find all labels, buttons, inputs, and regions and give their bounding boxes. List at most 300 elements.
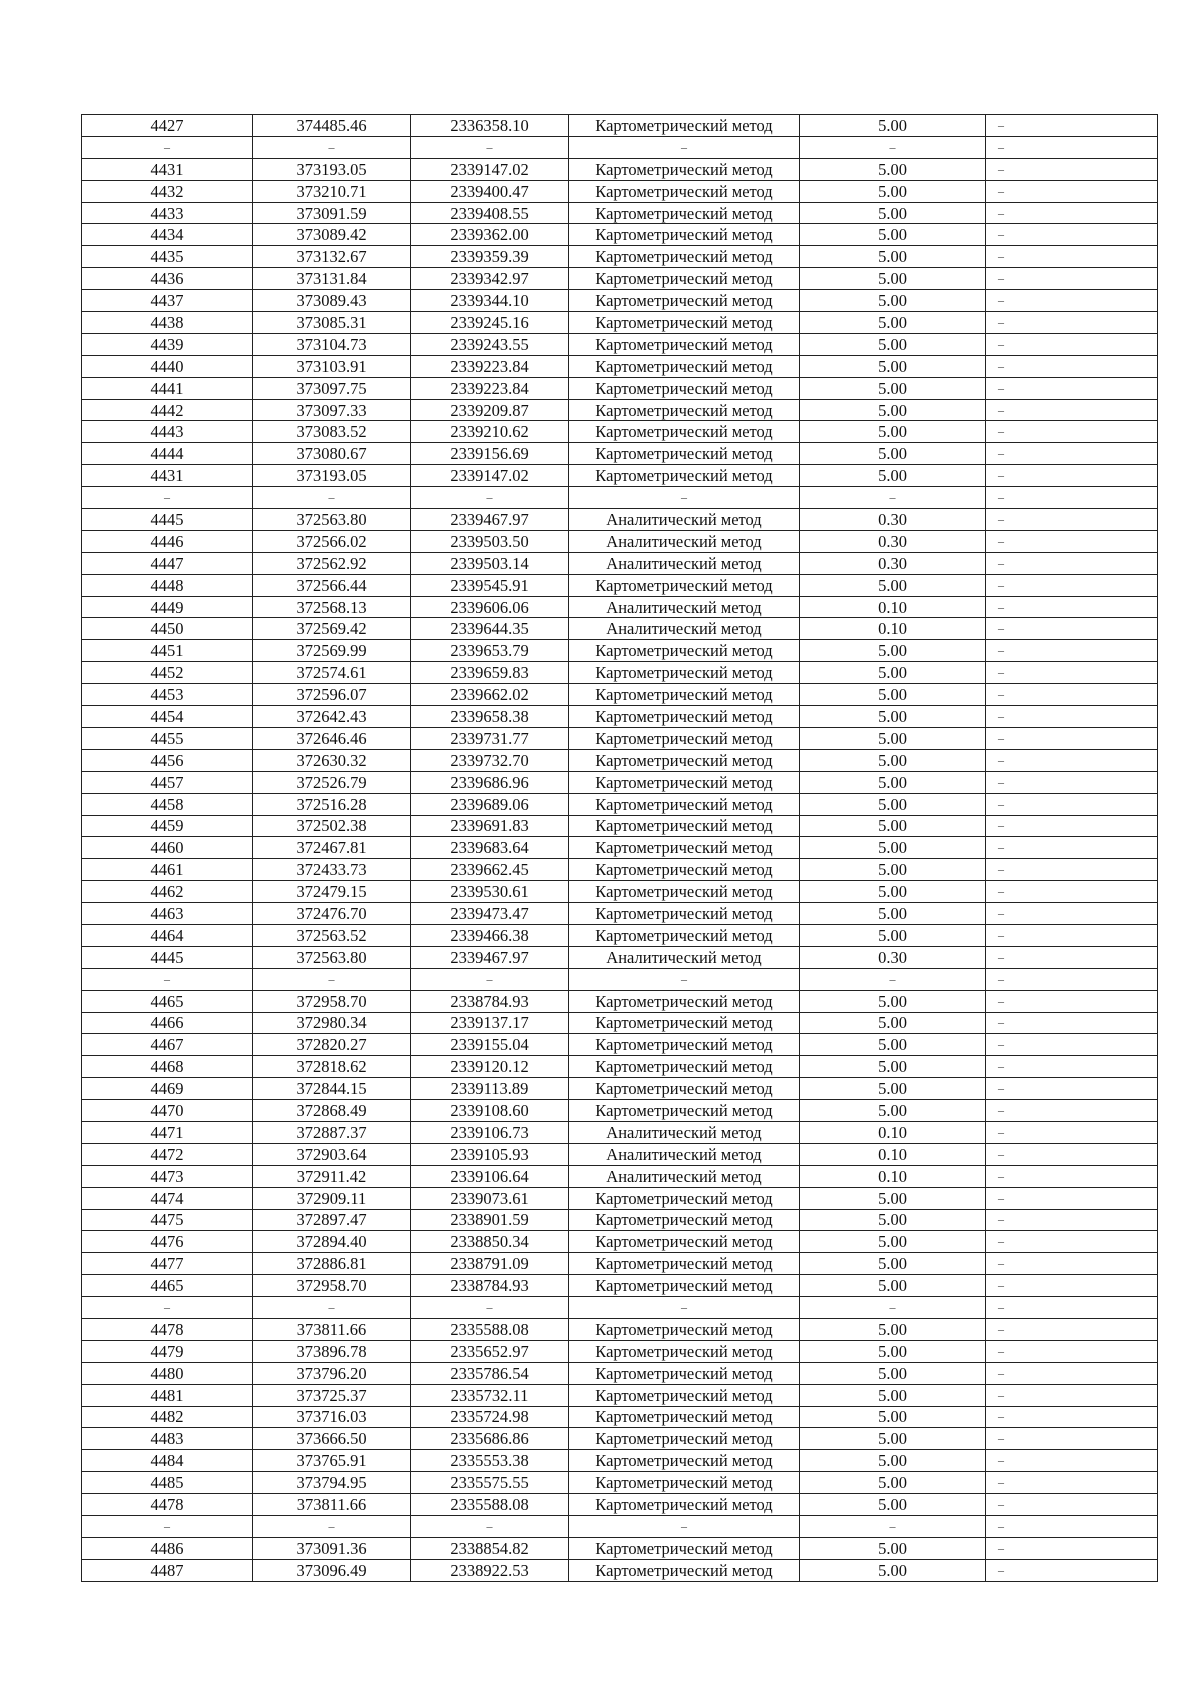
table-row xyxy=(82,421,1158,443)
method-cell: Аналитический метод xyxy=(569,1143,800,1165)
point-number-cell: 4467 xyxy=(82,1034,253,1056)
accuracy-cell: 0.30 xyxy=(800,530,986,552)
method-cell: Картометрический метод xyxy=(569,246,800,268)
x-coordinate-cell: 372476.70 xyxy=(253,903,411,925)
x-coordinate-cell: – xyxy=(253,968,411,990)
accuracy-cell: 5.00 xyxy=(800,180,986,202)
point-number-cell: – xyxy=(82,1516,253,1538)
point-number-cell: 4432 xyxy=(82,180,253,202)
method-cell: Картометрический метод xyxy=(569,1056,800,1078)
y-coordinate-cell: 2339155.04 xyxy=(411,1034,569,1056)
description-cell: – xyxy=(986,1143,1158,1165)
point-number-cell: 4484 xyxy=(82,1450,253,1472)
x-coordinate-cell: 372980.34 xyxy=(253,1012,411,1034)
x-coordinate-cell: 372566.02 xyxy=(253,530,411,552)
method-cell: Картометрический метод xyxy=(569,1231,800,1253)
accuracy-cell: 5.00 xyxy=(800,1078,986,1100)
x-coordinate-cell: 372502.38 xyxy=(253,815,411,837)
method-cell: – xyxy=(569,487,800,509)
point-number-cell: 4434 xyxy=(82,224,253,246)
description-cell: – xyxy=(986,881,1158,903)
y-coordinate-cell: 2339473.47 xyxy=(411,903,569,925)
table-row xyxy=(82,859,1158,881)
method-cell: Картометрический метод xyxy=(569,1450,800,1472)
accuracy-cell: 0.10 xyxy=(800,1143,986,1165)
method-cell: Аналитический метод xyxy=(569,946,800,968)
table-row xyxy=(82,924,1158,946)
y-coordinate-cell: 2339545.91 xyxy=(411,574,569,596)
y-coordinate-cell: 2338854.82 xyxy=(411,1537,569,1559)
y-coordinate-cell: 2339408.55 xyxy=(411,202,569,224)
table-row xyxy=(82,465,1158,487)
table-row xyxy=(82,1078,1158,1100)
method-cell: Картометрический метод xyxy=(569,1494,800,1516)
method-cell: Картометрический метод xyxy=(569,1406,800,1428)
table-row xyxy=(82,596,1158,618)
description-cell: – xyxy=(986,1253,1158,1275)
y-coordinate-cell: 2338922.53 xyxy=(411,1559,569,1581)
accuracy-cell: 5.00 xyxy=(800,1253,986,1275)
accuracy-cell: 5.00 xyxy=(800,990,986,1012)
point-number-cell: 4478 xyxy=(82,1318,253,1340)
description-cell: – xyxy=(986,1318,1158,1340)
method-cell: Картометрический метод xyxy=(569,1275,800,1297)
x-coordinate-cell: 372568.13 xyxy=(253,596,411,618)
y-coordinate-cell: 2339731.77 xyxy=(411,727,569,749)
table-row xyxy=(82,1056,1158,1078)
y-coordinate-cell: 2338901.59 xyxy=(411,1209,569,1231)
point-number-cell: 4427 xyxy=(82,115,253,137)
description-cell: – xyxy=(986,1297,1158,1319)
description-cell: – xyxy=(986,859,1158,881)
y-coordinate-cell: 2339686.96 xyxy=(411,771,569,793)
table-row xyxy=(82,1450,1158,1472)
table-row xyxy=(82,640,1158,662)
x-coordinate-cell: 372563.52 xyxy=(253,924,411,946)
point-number-cell: 4478 xyxy=(82,1494,253,1516)
description-cell: – xyxy=(986,727,1158,749)
point-number-cell: 4436 xyxy=(82,268,253,290)
point-number-cell: 4445 xyxy=(82,946,253,968)
description-cell: – xyxy=(986,837,1158,859)
method-cell: Картометрический метод xyxy=(569,727,800,749)
description-cell: – xyxy=(986,1165,1158,1187)
x-coordinate-cell: 372433.73 xyxy=(253,859,411,881)
method-cell: Картометрический метод xyxy=(569,881,800,903)
description-cell: – xyxy=(986,706,1158,728)
y-coordinate-cell: 2335553.38 xyxy=(411,1450,569,1472)
x-coordinate-cell: 372596.07 xyxy=(253,684,411,706)
point-number-cell: 4441 xyxy=(82,377,253,399)
table-row xyxy=(82,509,1158,531)
method-cell: Картометрический метод xyxy=(569,1340,800,1362)
accuracy-cell: 5.00 xyxy=(800,881,986,903)
accuracy-cell: – xyxy=(800,1297,986,1319)
accuracy-cell: 5.00 xyxy=(800,1559,986,1581)
y-coordinate-cell: 2339223.84 xyxy=(411,355,569,377)
table-row xyxy=(82,1494,1158,1516)
y-coordinate-cell: 2339658.38 xyxy=(411,706,569,728)
accuracy-cell: 0.10 xyxy=(800,1121,986,1143)
y-coordinate-cell: – xyxy=(411,136,569,158)
table-row xyxy=(82,662,1158,684)
y-coordinate-cell: 2339223.84 xyxy=(411,377,569,399)
y-coordinate-cell: 2339342.97 xyxy=(411,268,569,290)
method-cell: Картометрический метод xyxy=(569,180,800,202)
method-cell: Картометрический метод xyxy=(569,1100,800,1122)
x-coordinate-cell: 372897.47 xyxy=(253,1209,411,1231)
accuracy-cell: 5.00 xyxy=(800,640,986,662)
point-number-cell: 4469 xyxy=(82,1078,253,1100)
y-coordinate-cell: – xyxy=(411,1516,569,1538)
description-cell: – xyxy=(986,355,1158,377)
table-row xyxy=(82,881,1158,903)
x-coordinate-cell: 373131.84 xyxy=(253,268,411,290)
description-cell: – xyxy=(986,290,1158,312)
table-row xyxy=(82,1559,1158,1581)
accuracy-cell: 5.00 xyxy=(800,903,986,925)
description-cell: – xyxy=(986,377,1158,399)
description-cell: – xyxy=(986,268,1158,290)
point-number-cell: 4477 xyxy=(82,1253,253,1275)
description-cell: – xyxy=(986,1187,1158,1209)
table-row xyxy=(82,903,1158,925)
x-coordinate-cell: 373080.67 xyxy=(253,443,411,465)
y-coordinate-cell: 2339137.17 xyxy=(411,1012,569,1034)
x-coordinate-cell: 373091.59 xyxy=(253,202,411,224)
accuracy-cell: 5.00 xyxy=(800,355,986,377)
point-number-cell: 4452 xyxy=(82,662,253,684)
y-coordinate-cell: 2335786.54 xyxy=(411,1362,569,1384)
y-coordinate-cell: 2339662.45 xyxy=(411,859,569,881)
x-coordinate-cell: 373765.91 xyxy=(253,1450,411,1472)
x-coordinate-cell: 372516.28 xyxy=(253,793,411,815)
x-coordinate-cell: – xyxy=(253,1297,411,1319)
point-number-cell: 4473 xyxy=(82,1165,253,1187)
accuracy-cell: 5.00 xyxy=(800,333,986,355)
table-row xyxy=(82,1406,1158,1428)
accuracy-cell: 5.00 xyxy=(800,421,986,443)
accuracy-cell: 5.00 xyxy=(800,1100,986,1122)
method-cell: Картометрический метод xyxy=(569,706,800,728)
description-cell: – xyxy=(986,1078,1158,1100)
accuracy-cell: 5.00 xyxy=(800,837,986,859)
method-cell: Картометрический метод xyxy=(569,1253,800,1275)
y-coordinate-cell: 2338850.34 xyxy=(411,1231,569,1253)
x-coordinate-cell: 372569.42 xyxy=(253,618,411,640)
table-row xyxy=(82,1384,1158,1406)
table-row xyxy=(82,946,1158,968)
accuracy-cell: 5.00 xyxy=(800,771,986,793)
point-number-cell: 4470 xyxy=(82,1100,253,1122)
x-coordinate-cell: 372818.62 xyxy=(253,1056,411,1078)
method-cell: Картометрический метод xyxy=(569,421,800,443)
method-cell: Аналитический метод xyxy=(569,596,800,618)
y-coordinate-cell: 2339209.87 xyxy=(411,399,569,421)
accuracy-cell: 5.00 xyxy=(800,1209,986,1231)
table-row xyxy=(82,487,1158,509)
y-coordinate-cell: 2339530.61 xyxy=(411,881,569,903)
method-cell: Картометрический метод xyxy=(569,1472,800,1494)
x-coordinate-cell: 373083.52 xyxy=(253,421,411,443)
accuracy-cell: 5.00 xyxy=(800,246,986,268)
point-number-cell: 4442 xyxy=(82,399,253,421)
point-number-cell: 4471 xyxy=(82,1121,253,1143)
y-coordinate-cell: 2339120.12 xyxy=(411,1056,569,1078)
y-coordinate-cell: 2335732.11 xyxy=(411,1384,569,1406)
accuracy-cell: 5.00 xyxy=(800,727,986,749)
accuracy-cell: – xyxy=(800,968,986,990)
description-cell: – xyxy=(986,749,1158,771)
point-number-cell: 4443 xyxy=(82,421,253,443)
method-cell: Картометрический метод xyxy=(569,815,800,837)
x-coordinate-cell: 373097.75 xyxy=(253,377,411,399)
point-number-cell: 4475 xyxy=(82,1209,253,1231)
point-number-cell: – xyxy=(82,136,253,158)
method-cell: Аналитический метод xyxy=(569,1121,800,1143)
accuracy-cell: 5.00 xyxy=(800,290,986,312)
description-cell: – xyxy=(986,1406,1158,1428)
x-coordinate-cell: 373085.31 xyxy=(253,312,411,334)
method-cell: Картометрический метод xyxy=(569,1559,800,1581)
method-cell: Картометрический метод xyxy=(569,1034,800,1056)
point-number-cell: 4481 xyxy=(82,1384,253,1406)
accuracy-cell: 5.00 xyxy=(800,1494,986,1516)
x-coordinate-cell: 373210.71 xyxy=(253,180,411,202)
y-coordinate-cell: 2339691.83 xyxy=(411,815,569,837)
table-row xyxy=(82,1253,1158,1275)
point-number-cell: 4455 xyxy=(82,727,253,749)
description-cell: – xyxy=(986,1450,1158,1472)
method-cell: Картометрический метод xyxy=(569,684,800,706)
table-row xyxy=(82,1516,1158,1538)
description-cell: – xyxy=(986,574,1158,596)
method-cell: Картометрический метод xyxy=(569,158,800,180)
method-cell: Картометрический метод xyxy=(569,290,800,312)
table-row xyxy=(82,1362,1158,1384)
y-coordinate-cell: 2339644.35 xyxy=(411,618,569,640)
method-cell: Аналитический метод xyxy=(569,530,800,552)
y-coordinate-cell: 2339105.93 xyxy=(411,1143,569,1165)
table-row xyxy=(82,268,1158,290)
accuracy-cell: – xyxy=(800,1516,986,1538)
description-cell: – xyxy=(986,136,1158,158)
x-coordinate-cell: 372574.61 xyxy=(253,662,411,684)
table-row xyxy=(82,246,1158,268)
table-row xyxy=(82,1340,1158,1362)
accuracy-cell: 5.00 xyxy=(800,1012,986,1034)
point-number-cell: 4445 xyxy=(82,509,253,531)
x-coordinate-cell: 372844.15 xyxy=(253,1078,411,1100)
point-number-cell: 4485 xyxy=(82,1472,253,1494)
y-coordinate-cell: 2339156.69 xyxy=(411,443,569,465)
x-coordinate-cell: 372569.99 xyxy=(253,640,411,662)
description-cell: – xyxy=(986,946,1158,968)
method-cell: Картометрический метод xyxy=(569,115,800,137)
x-coordinate-cell: 373811.66 xyxy=(253,1494,411,1516)
x-coordinate-cell: 373089.42 xyxy=(253,224,411,246)
table-row xyxy=(82,618,1158,640)
description-cell: – xyxy=(986,640,1158,662)
x-coordinate-cell: 372566.44 xyxy=(253,574,411,596)
description-cell: – xyxy=(986,202,1158,224)
table-row xyxy=(82,136,1158,158)
y-coordinate-cell: 2339106.73 xyxy=(411,1121,569,1143)
y-coordinate-cell: – xyxy=(411,968,569,990)
x-coordinate-cell: 373089.43 xyxy=(253,290,411,312)
description-cell: – xyxy=(986,224,1158,246)
description-cell: – xyxy=(986,530,1158,552)
point-number-cell: 4437 xyxy=(82,290,253,312)
point-number-cell: 4464 xyxy=(82,924,253,946)
table-row xyxy=(82,1121,1158,1143)
point-number-cell: – xyxy=(82,968,253,990)
accuracy-cell: 5.00 xyxy=(800,793,986,815)
description-cell: – xyxy=(986,1231,1158,1253)
point-number-cell: 4431 xyxy=(82,465,253,487)
description-cell: – xyxy=(986,509,1158,531)
x-coordinate-cell: 372467.81 xyxy=(253,837,411,859)
x-coordinate-cell: 372886.81 xyxy=(253,1253,411,1275)
description-cell: – xyxy=(986,1472,1158,1494)
point-number-cell: 4451 xyxy=(82,640,253,662)
y-coordinate-cell: 2335724.98 xyxy=(411,1406,569,1428)
point-number-cell: 4480 xyxy=(82,1362,253,1384)
table-row xyxy=(82,684,1158,706)
y-coordinate-cell: 2335686.86 xyxy=(411,1428,569,1450)
point-number-cell: 4482 xyxy=(82,1406,253,1428)
description-cell: – xyxy=(986,662,1158,684)
accuracy-cell: 5.00 xyxy=(800,1056,986,1078)
description-cell: – xyxy=(986,1384,1158,1406)
x-coordinate-cell: 372894.40 xyxy=(253,1231,411,1253)
point-number-cell: 4450 xyxy=(82,618,253,640)
accuracy-cell: 5.00 xyxy=(800,158,986,180)
accuracy-cell: 5.00 xyxy=(800,1537,986,1559)
accuracy-cell: – xyxy=(800,487,986,509)
point-number-cell: 4462 xyxy=(82,881,253,903)
method-cell: Картометрический метод xyxy=(569,793,800,815)
method-cell: Картометрический метод xyxy=(569,662,800,684)
description-cell: – xyxy=(986,771,1158,793)
table-row xyxy=(82,530,1158,552)
method-cell: Картометрический метод xyxy=(569,312,800,334)
point-number-cell: 4458 xyxy=(82,793,253,815)
point-number-cell: 4476 xyxy=(82,1231,253,1253)
accuracy-cell: 5.00 xyxy=(800,202,986,224)
x-coordinate-cell: 372630.32 xyxy=(253,749,411,771)
point-number-cell: 4483 xyxy=(82,1428,253,1450)
point-number-cell: 4457 xyxy=(82,771,253,793)
accuracy-cell: 5.00 xyxy=(800,684,986,706)
table-row xyxy=(82,771,1158,793)
x-coordinate-cell: 373096.49 xyxy=(253,1559,411,1581)
method-cell: Картометрический метод xyxy=(569,990,800,1012)
description-cell: – xyxy=(986,115,1158,137)
description-cell: – xyxy=(986,1494,1158,1516)
y-coordinate-cell: 2339689.06 xyxy=(411,793,569,815)
accuracy-cell: 5.00 xyxy=(800,749,986,771)
description-cell: – xyxy=(986,1121,1158,1143)
x-coordinate-cell: 373193.05 xyxy=(253,465,411,487)
y-coordinate-cell: 2335588.08 xyxy=(411,1318,569,1340)
method-cell: Картометрический метод xyxy=(569,924,800,946)
y-coordinate-cell: 2339362.00 xyxy=(411,224,569,246)
table-row xyxy=(82,115,1158,137)
point-number-cell: 4487 xyxy=(82,1559,253,1581)
method-cell: Картометрический метод xyxy=(569,1078,800,1100)
x-coordinate-cell: 373811.66 xyxy=(253,1318,411,1340)
x-coordinate-cell: 374485.46 xyxy=(253,115,411,137)
table-row xyxy=(82,202,1158,224)
accuracy-cell: 5.00 xyxy=(800,399,986,421)
table-row xyxy=(82,1143,1158,1165)
x-coordinate-cell: 372911.42 xyxy=(253,1165,411,1187)
table-row xyxy=(82,224,1158,246)
method-cell: Картометрический метод xyxy=(569,1209,800,1231)
method-cell: Картометрический метод xyxy=(569,574,800,596)
description-cell: – xyxy=(986,1340,1158,1362)
description-cell: – xyxy=(986,1559,1158,1581)
point-number-cell: 4444 xyxy=(82,443,253,465)
point-number-cell: 4474 xyxy=(82,1187,253,1209)
y-coordinate-cell: 2338791.09 xyxy=(411,1253,569,1275)
table-row xyxy=(82,727,1158,749)
table-row xyxy=(82,180,1158,202)
table-row xyxy=(82,290,1158,312)
y-coordinate-cell: – xyxy=(411,1297,569,1319)
table-row xyxy=(82,793,1158,815)
description-cell: – xyxy=(986,465,1158,487)
point-number-cell: 4439 xyxy=(82,333,253,355)
y-coordinate-cell: 2335575.55 xyxy=(411,1472,569,1494)
point-number-cell: 4479 xyxy=(82,1340,253,1362)
method-cell: Картометрический метод xyxy=(569,333,800,355)
table-row xyxy=(82,706,1158,728)
description-cell: – xyxy=(986,1362,1158,1384)
description-cell: – xyxy=(986,815,1158,837)
accuracy-cell: 5.00 xyxy=(800,1275,986,1297)
y-coordinate-cell: – xyxy=(411,487,569,509)
y-coordinate-cell: 2339147.02 xyxy=(411,465,569,487)
accuracy-cell: 5.00 xyxy=(800,465,986,487)
method-cell: Картометрический метод xyxy=(569,377,800,399)
accuracy-cell: 0.10 xyxy=(800,618,986,640)
y-coordinate-cell: 2338784.93 xyxy=(411,990,569,1012)
method-cell: Картометрический метод xyxy=(569,1187,800,1209)
method-cell: Картометрический метод xyxy=(569,749,800,771)
point-number-cell: 4465 xyxy=(82,1275,253,1297)
x-coordinate-cell: 373725.37 xyxy=(253,1384,411,1406)
y-coordinate-cell: 2339210.62 xyxy=(411,421,569,443)
x-coordinate-cell: 373716.03 xyxy=(253,1406,411,1428)
description-cell: – xyxy=(986,618,1158,640)
y-coordinate-cell: 2339467.97 xyxy=(411,509,569,531)
description-cell: – xyxy=(986,1034,1158,1056)
accuracy-cell: 5.00 xyxy=(800,574,986,596)
accuracy-cell: 5.00 xyxy=(800,268,986,290)
description-cell: – xyxy=(986,333,1158,355)
y-coordinate-cell: 2339400.47 xyxy=(411,180,569,202)
point-number-cell: 4446 xyxy=(82,530,253,552)
x-coordinate-cell: 373666.50 xyxy=(253,1428,411,1450)
description-cell: – xyxy=(986,180,1158,202)
point-number-cell: 4447 xyxy=(82,552,253,574)
description-cell: – xyxy=(986,443,1158,465)
accuracy-cell: 5.00 xyxy=(800,312,986,334)
table-row xyxy=(82,377,1158,399)
table-row xyxy=(82,815,1158,837)
